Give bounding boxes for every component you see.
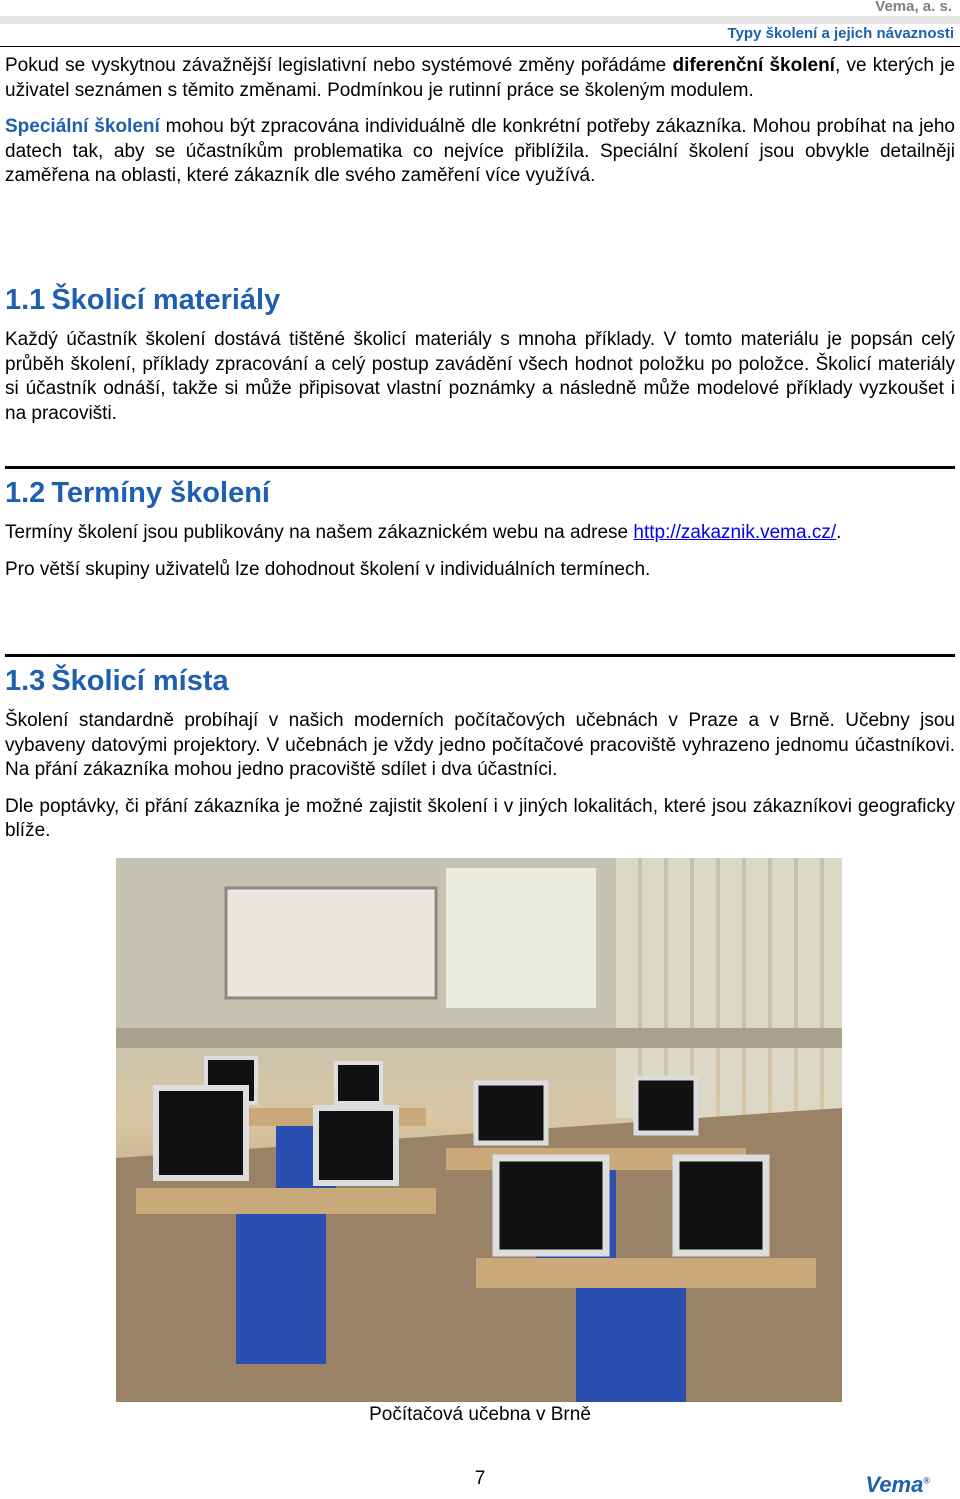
section-paragraph: Každý účastník školení dostává tištěné školicí materiály s mnoha příklady. V tomto materiálu je popsán celý průběh školení, příklady zpracování a celý postup zavádění všech hodnot položku po položce. Školicí materiály si účastník odnáší, takže si může připisovat vlastní poznámky a následně může modelové příklady vyzkoušet i na pracovišti. xyxy=(5,329,955,424)
section-training-locations xyxy=(5,654,955,844)
section-paragraph: Školení standardně probíhají v našich moderních počítačových učebnách v Praze a v Brně. Učebny jsou vybaveny datovými projektory. V učebnách je vždy jedno počítačové pracoviště vyhrazeno jednomu účastníkovi. Na přání zákazníka mohou jedno pracoviště sdílet i dva účastníci. xyxy=(5,710,955,780)
paragraph-differential-training: Pokud se vyskytnou závažnější legislativní nebo systémové změny pořádáme diferenční školení, ve kterých je uživatel seznámen s těmito změnami. Podmínkou je rutinní práce se školeným modulem. xyxy=(5,55,956,101)
figure-caption: Počítačová učebna v Brně xyxy=(369,1404,591,1425)
paragraph-special-training: Speciální školení mohou být zpracována individuálně dle konkrétní potřeby zákazníka. Mohou probíhat na jeho datech tak, aby se účastníkům problematika co nejvíce přiblížila. Speciální školení jsou obvykle detailněji zaměřena na oblasti, které zákazník dle svého zaměření více využívá. xyxy=(5,116,955,186)
section-paragraph: Dle poptávky, či přání zákazníka je možné zajistit školení i v jiných lokalitách, které jsou zákazníkovi geograficky blíže. xyxy=(5,795,955,841)
section-heading: 1.1 Školicí materiály xyxy=(5,284,281,316)
section-paragraph: Termíny školení jsou publikovány na našem zákaznickém webu na adrese http://zakaznik.vema.cz/. xyxy=(5,522,842,543)
section-heading: 1.2 Termíny školení xyxy=(5,477,270,509)
section-training-materials xyxy=(5,282,955,426)
section-heading: 1.3 Školicí místa xyxy=(5,665,229,697)
classroom-photo xyxy=(116,858,842,1402)
header-rule xyxy=(0,46,960,47)
customer-web-link[interactable]: http://zakaznik.vema.cz/ xyxy=(633,522,837,543)
header-doc-title: Typy školení a jejich návaznosti xyxy=(727,25,954,42)
header-company: Vema, a. s. xyxy=(875,0,952,15)
section-training-dates xyxy=(5,466,955,582)
header-bar xyxy=(0,16,960,24)
intro-text xyxy=(5,54,955,189)
page-number: 7 xyxy=(474,1468,486,1489)
section-paragraph: Pro větší skupiny uživatelů lze dohodnout školení v individuálních termínech. xyxy=(5,558,651,580)
term-differential-training: diferenční školení xyxy=(672,55,835,76)
registered-mark: ® xyxy=(923,1475,930,1486)
term-special-training: Speciální školení xyxy=(5,116,160,137)
classroom-illustration xyxy=(116,858,842,1402)
section-rule xyxy=(5,466,955,469)
section-rule xyxy=(5,654,955,657)
vema-logo: Vema® xyxy=(865,1472,930,1497)
